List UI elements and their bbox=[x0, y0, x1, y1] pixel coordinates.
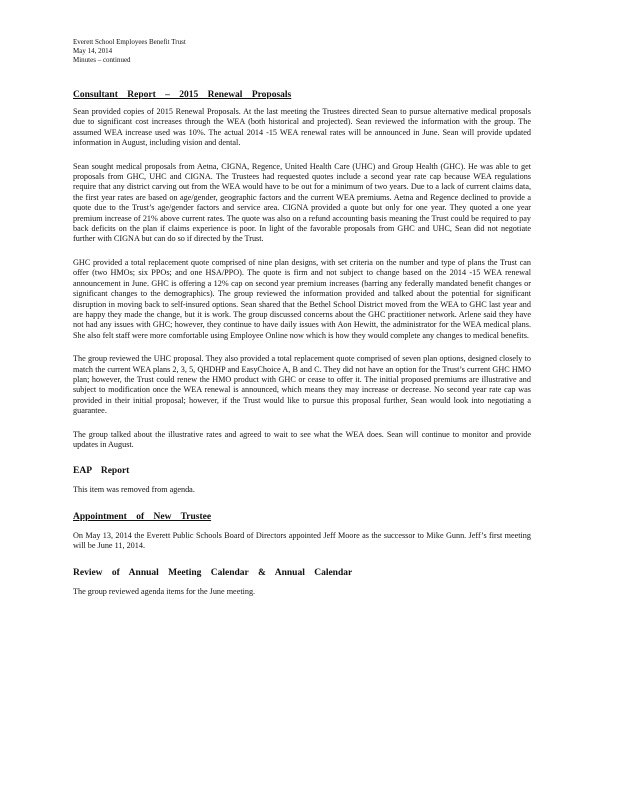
running-header bbox=[73, 38, 531, 65]
consultant-paragraph-2: Sean sought medical proposals from Aetna, CIGNA, Regence, United Health Care (UHC) and Group Health (GHC). He was able to get proposals from GHC, UHC and CIGNA. The Trustees had requested quotes include a second year rate cap because WEA regulations require that any district carving out from the WEA would have to be out for a minimum of two years. Due to a lack of current claims data, the first year rates are based on age/gender, geographic factors and the current WEA premiums. Aetna and Regence declined to provide a quote due to the Trust’s age/gender factors and service area. CIGNA provided a quote but only for one year. They quoted a one year premium increase of 21% above current rates. The quote was also on a refund accounting basis meaning the Trust could be required to pay back deficits on the plan if claims experience is poor. In light of the favorable proposals from GHC and UHC, Sean did not negotiate further with CIGNA but can do so if directed by the Trust. bbox=[73, 161, 531, 244]
header-date: May 14, 2014 bbox=[73, 47, 113, 55]
header-minutes-label: Minutes – continued bbox=[73, 56, 131, 64]
consultant-paragraph-1: Sean provided copies of 2015 Renewal Proposals. At the last meeting the Trustees directed Sean to pursue alternative medical proposals due to significant cost increases through the WEA (both historical and projected). Sean reviewed the information with the group. The assumed WEA increase used was 10%. The actual 2014 -15 WEA renewal rates will be announced in June. Sean will provide updated information in August, including vision and dental. bbox=[73, 107, 531, 148]
eap-paragraph: This item was removed from agenda. bbox=[73, 485, 195, 495]
heading-eap-report: EAP Report bbox=[73, 466, 130, 477]
consultant-paragraph-4: The group reviewed the UHC proposal. They also provided a total replacement quote comprised of seven plan options, designed closely to match the current WEA plans 2, 3, 5, QHDHP and EasyChoice A, B and C. They did not have an option for the Trust’s current GHC HMO plan; however, the Trust could renew the HMO product with GHC or cease to offer it. The initial proposed premiums are illustrative and subject to modification once the WEA renewal is announced, which means they may increase or decrease. No second year rate cap was provided in their initial proposal; however, if the Trust would like to pursue this proposal further, Sean would look into negotiating a guarantee. bbox=[73, 354, 531, 416]
heading-new-trustee: Appointment of New Trustee bbox=[73, 511, 212, 522]
trustee-paragraph: On May 13, 2014 the Everett Public Schools Board of Directors appointed Jeff Moore as the successor to Mike Gunn. Jeff’s first meeting will be June 11, 2014. bbox=[73, 530, 531, 551]
consultant-paragraph-5: The group talked about the illustrative rates and agreed to wait to see what the WEA does. Sean will continue to monitor and provide updates in August. bbox=[73, 429, 531, 449]
heading-meeting-calendar: Review of Annual Meeting Calendar & Annual Calendar bbox=[73, 567, 353, 578]
heading-consultant-report: Consultant Report – 2015 Renewal Proposals bbox=[73, 90, 292, 100]
header-organization: Everett School Employees Benefit Trust bbox=[73, 38, 186, 46]
document-page bbox=[73, 38, 531, 597]
consultant-paragraph-3: GHC provided a total replacement quote comprised of nine plan designs, with set criteria on the number and type of plans the Trust can offer (two HMOs; six PPOs; and one HSA/PPO). The quote is firm and not subject to change based on the 2014 -15 WEA renewal announcement in June. GHC is offering a 12% cap on second year premium increases (barring any federally mandated benefit changes or significant changes to the demographics). The group reviewed the information provided and talked about the potential for significant disruption in moving back to self-insured options. Sean shared that the Bethel School District moved from the WEA to GHC last year and are happy they made the change, but it is work. The group discussed concerns about the GHC practitioner network. Arlene said they have not had any issues with GHC; however, they continue to have daily issues with Aon Hewitt, the administrator for the WEA medical plans. She also felt staff were more comfortable using Employee Online now which is how they would complete any changes to medical benefits. bbox=[73, 257, 531, 340]
calendar-paragraph: The group reviewed agenda items for the June meeting. bbox=[73, 586, 256, 596]
